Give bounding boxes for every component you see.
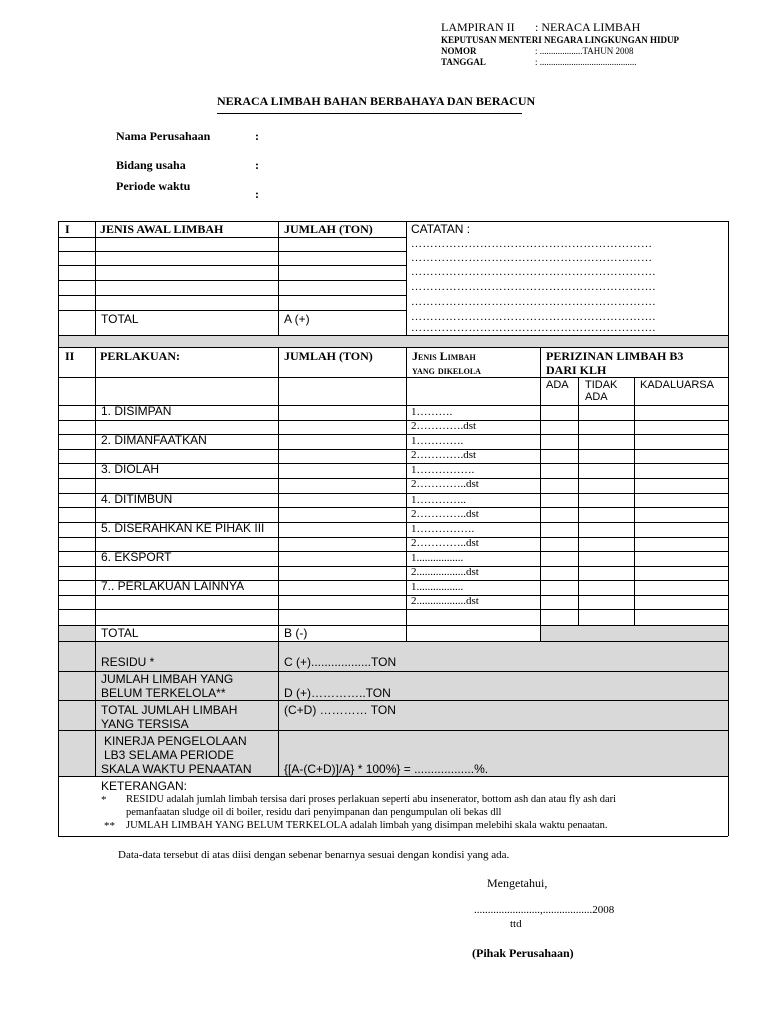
catatan-line: ………………………………………………………. <box>411 266 656 278</box>
tersisa-value: (C+D) ………… TON <box>284 703 396 717</box>
section1-total-label: TOTAL <box>101 312 139 326</box>
perlakuan-item-label: 4. DITIMBUN <box>101 491 173 506</box>
grid-hline <box>58 566 728 567</box>
grid-hline <box>58 420 728 421</box>
catatan-line: ……………………………………………………… <box>411 252 653 264</box>
lampiran-value: : NERACA LIMBAH <box>535 20 641 34</box>
keterangan-title: KETERANGAN: <box>101 779 188 793</box>
keterangan-star1-line2: pemanfaatan sludge oil di boiler, residu dari penyimpanan dan pengumpulan oli bekas dll <box>126 807 502 818</box>
residu-value: C (+)..................TON <box>284 655 397 669</box>
section2-col-perizinan-line2: DARI KLH <box>546 363 607 377</box>
kinerja-line3: SKALA WAKTU PENAATAN <box>101 762 252 776</box>
section2-col-perizinan-line1: PERIZINAN LIMBAH B3 <box>546 349 684 363</box>
statement-text: Data-data tersebut di atas diisi dengan sebenar benarnya sesuai dengan kondisi yang ada. <box>118 849 510 861</box>
grid-hline <box>58 700 728 701</box>
grid-hline <box>58 537 728 538</box>
perlakuan-item-jenis-1: 1…………. <box>411 435 464 448</box>
section2-col-perlakuan: PERLAKUAN: <box>100 349 180 363</box>
perlakuan-item-label: 7.. PERLAKUAN LAINNYA <box>101 579 245 594</box>
ttd-text: ttd <box>510 918 522 930</box>
grid-vline <box>406 221 407 335</box>
field-periode-colon: : <box>255 187 259 201</box>
keterangan-star2-mark: ** <box>104 820 115 832</box>
tanggal-label: TANGGAL <box>441 57 486 67</box>
title-underline <box>217 113 522 114</box>
shade-s2-total-right <box>540 625 728 641</box>
grid-hline <box>58 776 728 777</box>
perlakuan-item-jenis-2: 2..................dst <box>411 566 479 578</box>
grid-hline <box>58 280 406 281</box>
perlakuan-item-label: 6. EKSPORT <box>101 550 172 564</box>
perlakuan-item-jenis-2: 2…………..dst <box>411 507 479 520</box>
perlakuan-item-label: 3. DIOLAH <box>101 462 160 477</box>
keterangan-star1-line1: RESIDU adalah jumlah limbah tersisa dari proses perlakuan seperti abu insenerator, bottom ash dan atau fly ash dari <box>126 794 617 805</box>
perlakuan-item-jenis-2: 2…………..dst <box>411 536 479 549</box>
field-bidang-label: Bidang usaha <box>116 158 186 172</box>
section1-col-jenis: JENIS AWAL LIMBAH <box>100 222 224 236</box>
residu-label: RESIDU * <box>101 655 155 669</box>
perlakuan-item-jenis-1: 1................. <box>411 552 464 564</box>
grid-hline <box>58 641 728 642</box>
shade-s1-spacer <box>58 335 728 347</box>
section1-total-value: A (+) <box>284 312 310 326</box>
field-nama-label: Nama Perusahaan <box>116 129 211 143</box>
sub-col-tidak-line1: TIDAK <box>585 379 618 391</box>
catatan-line: ………………………………………………………. <box>411 311 656 323</box>
field-bidang-colon: : <box>255 158 259 172</box>
keterangan-star1-mark: * <box>101 794 107 806</box>
perlakuan-item-jenis-1: 1……………. <box>411 522 475 535</box>
section1-catatan-label: CATATAN : <box>411 222 471 236</box>
grid-vline <box>58 221 59 836</box>
section2-col-jenis-line2: yang dikelola <box>412 363 481 377</box>
grid-vline <box>95 641 96 776</box>
grid-vline <box>278 221 279 335</box>
grid-hline <box>58 609 728 610</box>
field-nama-colon: : <box>255 129 259 143</box>
catatan-line: ……………………………………………………… <box>411 238 653 250</box>
grid-hline <box>58 295 406 296</box>
tersisa-line1: TOTAL JUMLAH LIMBAH <box>101 703 238 717</box>
grid-hline <box>58 310 406 311</box>
perlakuan-item-jenis-2: 2…………..dst <box>411 478 479 491</box>
pihak-perusahaan: (Pihak Perusahaan) <box>472 946 574 960</box>
tersisa-line2: YANG TERSISA <box>101 717 189 731</box>
tanggal-value: : ........................................... <box>535 57 637 67</box>
nomor-label: NOMOR <box>441 46 477 56</box>
grid-vline <box>540 347 541 641</box>
perlakuan-item-jenis-1: 1……………. <box>411 464 475 477</box>
perlakuan-item-jenis-2: 2………….dst <box>411 449 477 462</box>
belum-terkelola-line1: JUMLAH LIMBAH YANG <box>101 672 234 686</box>
grid-vline <box>406 347 407 641</box>
perlakuan-item-jenis-1: 1………. <box>411 406 453 418</box>
keputusan-text: KEPUTUSAN MENTERI NEGARA LINGKUNGAN HIDUP <box>441 35 680 45</box>
grid-hline <box>58 347 728 348</box>
date-line: ........................,..................2008 <box>474 904 615 916</box>
lampiran-label: LAMPIRAN II <box>441 20 515 34</box>
grid-hline <box>58 251 406 252</box>
catatan-line: ………………………………………………………. <box>411 322 656 334</box>
section1-col-jumlah: JUMLAH (TON) <box>284 222 373 236</box>
grid-vline <box>728 221 729 836</box>
perlakuan-item-jenis-2: 2..................dst <box>411 595 479 608</box>
perlakuan-item-jenis-1: 1………….. <box>411 493 466 506</box>
field-periode-label: Periode waktu <box>116 179 191 193</box>
nomor-value: : ...................TAHUN 2008 <box>535 46 634 56</box>
section2-total-label: TOTAL <box>101 626 139 640</box>
catatan-line: ………………………………………………………. <box>411 281 656 293</box>
grid-hline <box>58 377 728 378</box>
grid-hline <box>58 237 406 238</box>
sub-col-kadaluarsa: KADALUARSA <box>640 379 714 391</box>
belum-terkelola-line2: BELUM TERKELOLA** <box>101 686 226 700</box>
sub-col-tidak-line2: ADA <box>585 391 608 403</box>
kinerja-line1: KINERJA PENGELOLAAN <box>104 734 247 748</box>
grid-hline <box>58 595 728 596</box>
sub-col-ada: ADA <box>546 379 569 391</box>
mengetahui-text: Mengetahui, <box>487 876 548 890</box>
perlakuan-item-jenis-2: 2………….dst <box>411 420 477 432</box>
perlakuan-item-label: 2. DIMANFAATKAN <box>101 433 207 448</box>
grid-hline <box>58 265 406 266</box>
kinerja-line2: LB3 SELAMA PERIODE <box>104 748 235 762</box>
grid-vline <box>95 347 96 641</box>
keterangan-star2-line: JUMLAH LIMBAH YANG BELUM TERKELOLA adalah limbah yang disimpan melebihi skala waktu penaatan. <box>126 820 608 831</box>
catatan-line: ………………………………………………………. <box>411 296 656 308</box>
grid-hline <box>58 507 728 508</box>
grid-hline <box>58 836 728 837</box>
perlakuan-item-jenis-1: 1................. <box>411 581 464 594</box>
section2-col-jenis-line1: Jenis Limbah <box>412 349 476 363</box>
grid-vline <box>578 377 579 625</box>
perlakuan-item-label: 1. DISIMPAN <box>101 404 172 418</box>
section2-col-jumlah: JUMLAH (TON) <box>284 349 373 363</box>
page-title: NERACA LIMBAH BAHAN BERBAHAYA DAN BERACUN <box>217 94 536 108</box>
belum-terkelola-value: D (+)…………..TON <box>284 686 391 700</box>
shade-s2-total <box>58 625 96 641</box>
section2-number: II <box>65 349 75 363</box>
section1-number: I <box>65 222 70 236</box>
grid-hline <box>58 625 728 626</box>
grid-hline <box>58 449 728 450</box>
grid-hline <box>58 478 728 479</box>
grid-vline <box>278 641 279 700</box>
kinerja-value: {[A-(C+D)]/A} * 100%} = ..................%. <box>284 762 489 776</box>
grid-vline <box>278 700 279 776</box>
grid-hline <box>58 335 728 336</box>
grid-vline <box>95 221 96 335</box>
grid-vline <box>634 377 635 625</box>
section2-total-value: B (-) <box>284 626 308 640</box>
perlakuan-item-label: 5. DISERAHKAN KE PIHAK III <box>101 520 265 535</box>
